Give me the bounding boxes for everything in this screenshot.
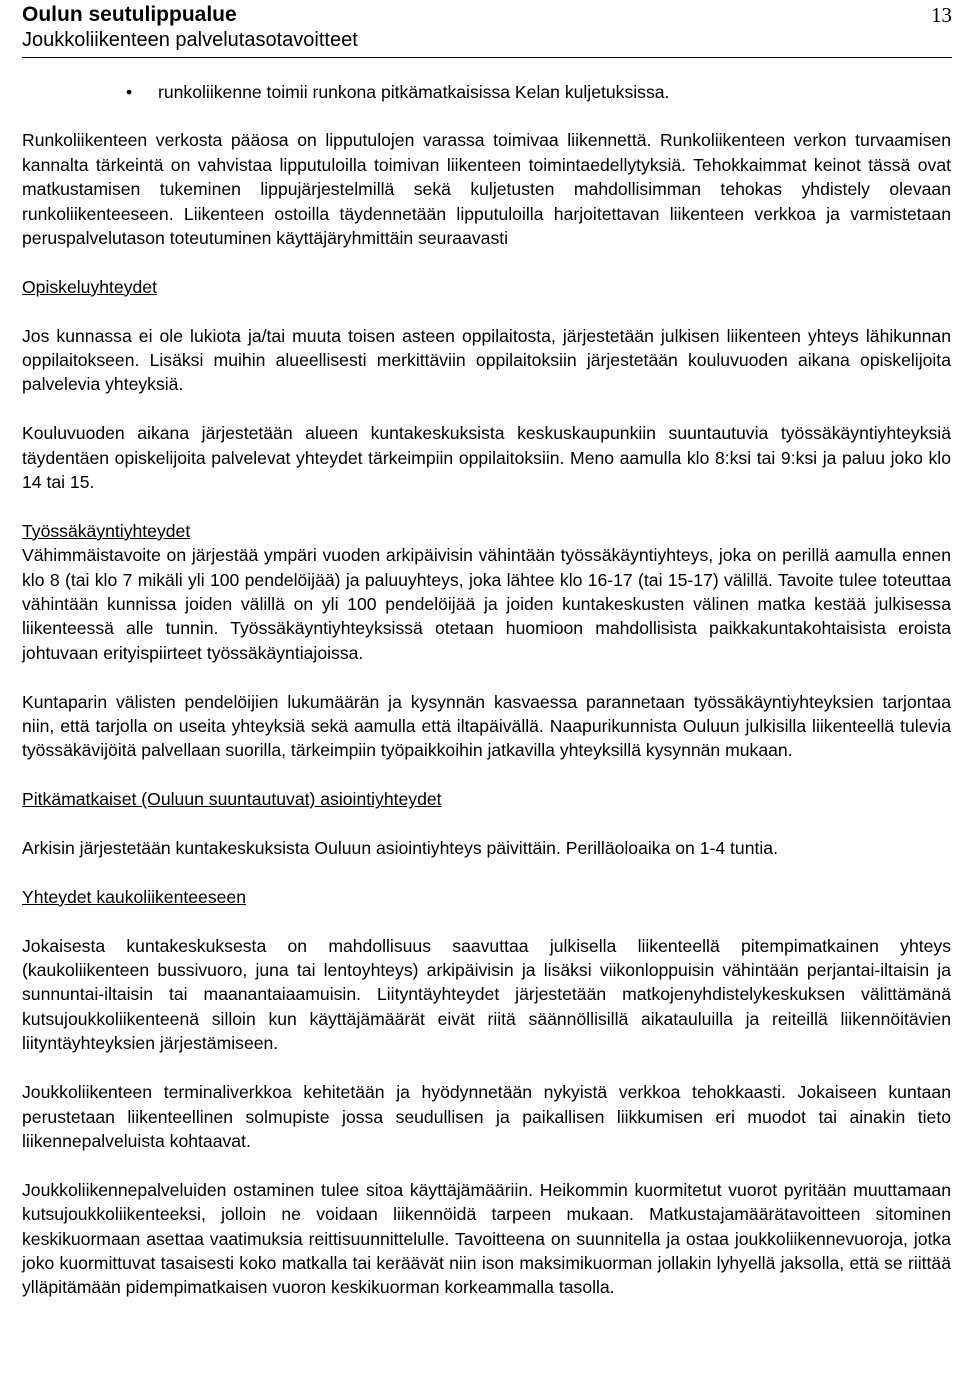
paragraph-kaukoliikenne: Jokaisesta kuntakeskuksesta on mahdollisuus saavuttaa julkisella liikenteellä pitempimatkainen yhteys (kaukoliikenteen bussivuoro, juna tai lentoyhteys) arkipäivisin ja lisäksi viikonloppuisin vähintään perjantai-iltaisin ja sunnuntai-iltaisin tai maanantaiaamuisin. Liityntäyhteydet järjestetään matkojenyhdistelykeskuksen välittämänä kutsujoukkoliikenteenä silloin kun käyttäjämäärät eivät riitä säännöllisillä aikatauluilla ja reiteillä liikennöitävien liityntäyhteyksien järjestämiseen. — [22, 935, 951, 1054]
heading-opiskeluyhteydet: Opiskeluyhteydet — [22, 276, 157, 297]
document-title: Oulun seutulippualue — [22, 3, 237, 26]
header-divider — [22, 57, 952, 58]
page-body — [22, 80, 951, 1300]
paragraph-palveluiden-ostaminen: Joukkoliikennepalveluiden ostaminen tulee sitoa käyttäjämääriin. Heikommin kuormitetut vuorot pyritään muuttamaan kutsujoukkoliikenteeksi, jolloin ne voidaan liikennöidä tarpeen mukaan. Matkustajamäärätavoitteen sitominen keskikuormaan asettaa vaatimuksia reittisuunnittelulle. Tavoitteena on suunnitella ja ostaa joukkoliikennevuoroja, jotka joko kuormittuvat tasaisesti koko matkalla tai keräävät niin ison maksimikuorman jollakin lyhyellä jaksolla, että se riittää ylläpitämään pidempimatkaisen vuoron keskikuorman korkeammalla tasolla. — [22, 1179, 951, 1298]
paragraph-opiskelu-2: Kouluvuoden aikana järjestetään alueen kuntakeskuksista keskuskaupunkiin suuntautuvia työssäkäyntiyhteyksiä täydentäen opiskelijoita palvelevat yhteydet tärkeimpiin oppilaitoksiin. Meno aamulla klo 8:ksi tai 9:ksi ja paluu joko klo 14 tai 15. — [22, 423, 951, 493]
page-number: 13 — [931, 3, 952, 27]
heading-asiointiyhteydet: Pitkämatkaiset (Ouluun suuntautuvat) asiointiyhteydet — [22, 789, 442, 810]
list-item — [22, 80, 951, 104]
paragraph-opiskelu-1: Jos kunnassa ei ole lukiota ja/tai muuta toisen asteen oppilaitosta, järjestetään julkisen liikenteen yhteys lähikunnan oppilaitokseen. Lisäksi muihin alueellisesti merkittäviin oppilaitoksiin järjestetään kouluvuoden aikana opiskelijoita palvelevia yhteyksiä. — [22, 325, 951, 395]
document-subtitle: Joukkoliikenteen palvelutasotavoitteet — [22, 29, 358, 51]
bullet-icon: • — [126, 82, 133, 102]
paragraph-terminaliverkko: Joukkoliikenteen terminaliverkkoa kehitetään ja hyödynnetään nykyistä verkkoa tehokkaasti. Jokaiseen kuntaan perustetaan liikenteellinen solmupiste jossa seudullisen ja paikallisen liikkumisen eri muodot tai ainakin tieto liikennepalveluista kohtaavat. — [22, 1082, 951, 1151]
heading-tyossakayntiyhteydet: Työssäkäyntiyhteydet — [22, 520, 191, 541]
paragraph-tyossakaynti-1: Vähimmäistavoite on järjestää ympäri vuoden arkipäivisin vähintään työssäkäyntiyhteys, joka on perillä aamulla ennen klo 8 (tai klo 7 mikäli yli 100 pendelöijää) ja paluuyhteys, joka lähtee klo 16-17 (tai 15-17) välillä. Tavoite tulee toteuttaa vähintään kunnissa joiden välillä on yli 100 pendelöijää ja joiden kuntakeskusten välinen matka kestää julkisessa liikenteessä alle tunnin. Työssäkäyntiyhteyksissä otetaan huomioon mahdollisista paikkakuntakohtaisista eroista johtuvaan erityispiirteet työssäkäyntiajoissa. — [22, 545, 951, 663]
paragraph-tyossakaynti-2: Kuntaparin välisten pendelöijien lukumäärän ja kysynnän kasvaessa parannetaan työssäkäyntiyhteyksien tarjontaa niin, että tarjolla on useita yhteyksiä sekä aamulla että iltapäivällä. Naapurikunnista Ouluun julkisilla liikenteellä tulevia työssäkävijöitä palvellaan suorilla, tärkeimpiin työpaikkoihin jatkavilla yhteyksillä kysynnän mukaan. — [22, 691, 951, 761]
heading-kaukoliikenne: Yhteydet kaukoliikenteeseen — [22, 886, 246, 907]
page-header — [22, 0, 952, 58]
paragraph-asiointi: Arkisin järjestetään kuntakeskuksista Ouluun asiointiyhteys päivittäin. Perilläoloaika on 1-4 tuntia. — [22, 838, 778, 859]
list-item-text: runkoliikenne toimii runkona pitkämatkaisissa Kelan kuljetuksissa. — [158, 82, 670, 102]
paragraph-runkoliikenne: Runkoliikenteen verkosta pääosa on lipputulojen varassa toimivaa liikennettä. Runkoliikenteen verkon turvaamisen kannalta tärkeintä on vahvistaa lipputuloilla toimivan liikenteen toimintaedellytyksiä. Tehokkaimmat keinot tässä ovat matkustamisen tukeminen lippujärjestelmillä sekä kuljetusten mahdollisimman tehokas yhdistely olevaan runkoliikenteeseen. Liikenteen ostoilla täydennetään lipputuloilla harjoitettavan liikenteen verkkoa ja varmistetaan peruspalvelutason toteutuminen käyttäjäryhmittäin seuraavasti — [22, 130, 951, 249]
